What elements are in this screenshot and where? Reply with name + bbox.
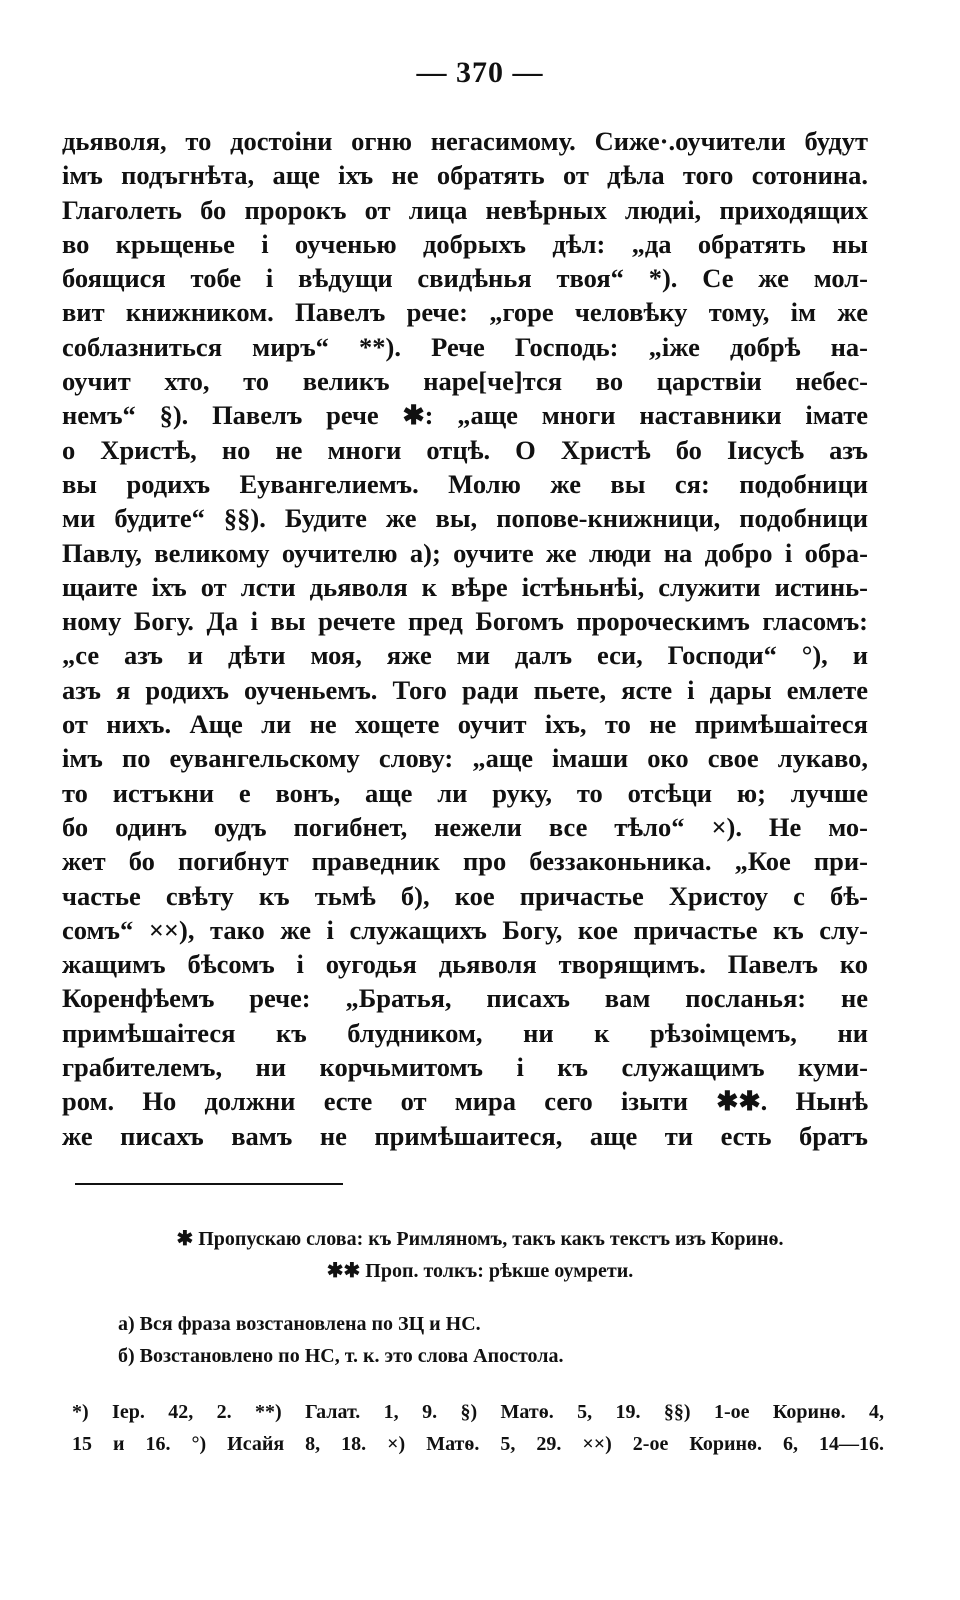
footnote: ✱ Пропускаю слова: къ Римляномъ, такъ какъ текстъ изъ Коринѳ. (176, 1228, 784, 1250)
text-line: о Христѣ, но не многи отцѣ. О Христѣ бо Іисусѣ азъ (62, 434, 868, 465)
text-line: ром. Но должни есте от мира сего ізыти ✱✱. Нынѣ (62, 1086, 868, 1117)
page-number: — 370 — (416, 56, 544, 89)
text-line: то истъкни е вонъ, аще ли руку, то отсѣци ю; лучше (62, 777, 868, 808)
footnote: ✱✱ Проп. толкъ: рѣкше оумрети. (326, 1260, 634, 1282)
reference-line: *) Іер. 42, 2. **) Галат. 1, 9. §) Матѳ. 5, 19. §§) 1-ое Коринѳ. 4, (72, 1401, 884, 1423)
letter-footnotes (118, 1308, 878, 1372)
text-line: жащимъ бѣсомъ і оугодья дьяволя творящимъ. Павелъ ко (62, 949, 868, 980)
text-line: боящися тобе і вѣдущи свидѣнья твоя“ *). Се же мол- (62, 263, 868, 294)
text-line: вит книжником. Павелъ рече: „горе человѣку тому, ім же (62, 297, 868, 328)
text-line: жет бо погибнут праведник про беззаконьника. „Кое при- (62, 846, 868, 877)
text-line: Глаголеть бо пророкъ от лица невѣрных людиі, приходящих (62, 194, 868, 225)
footnote-divider (75, 1183, 343, 1185)
text-line: ми будите“ §§). Будите же вы, попове-книжници, подобници (62, 503, 868, 534)
text-line: во крьщенье і оученью добрыхъ дѣл: „да обратять ны (62, 228, 868, 259)
text-line: імъ по еувангельскому слову: „аще імаши око свое лукаво, (62, 743, 868, 774)
text-line: „се азъ и дѣти моя, яже ми далъ еси, Господи“ °), и (62, 640, 868, 671)
text-line: грабителемъ, ни корчьмитомъ і къ служащимъ куми- (62, 1052, 868, 1083)
scripture-references (72, 1396, 884, 1460)
text-line: дьяволя, то достоіни огню негасимому. Сиже·.оучители будут (62, 126, 868, 156)
main-text (62, 124, 868, 1153)
text-line: примѣшаітеся къ блудником, ни к рѣзоімцемъ, ни (62, 1017, 868, 1048)
text-line: сомъ“ ××), тако же і служащихъ Богу, кое причастье къ слу- (62, 914, 868, 945)
text-line: от нихъ. Аще ли не хощете оучит іхъ, то не примѣшаітеся (62, 709, 868, 740)
asterisk-footnotes (0, 1223, 960, 1287)
text-line: соблазниться миръ“ **). Рече Господь: „іже добрѣ на- (62, 331, 868, 362)
text-line: азъ я родихъ оученьемъ. Того ради пьете, ясте і дары емлете (62, 674, 868, 705)
text-line: немъ“ §). Павелъ рече ✱: „аще многи наставники імате (62, 400, 868, 431)
text-line: оучит хто, то великъ наре[че]тся во царствіи небес- (62, 366, 868, 397)
text-line: імъ подъгнѣта, аще іхъ не обратять от дѣла того сотонина. (62, 160, 868, 191)
reference-line: 15 и 16. °) Исайя 8, 18. ×) Матѳ. 5, 29. ××) 2-ое Коринѳ. 6, 14—16. (72, 1433, 884, 1455)
footnote: б) Возстановлено по НС, т. к. это слова Апостола. (118, 1345, 564, 1367)
text-line: вы родихъ Еувангелиемъ. Молю же вы ся: подобници (62, 468, 868, 499)
text-line: частье свѣту къ тьмѣ б), кое причастье Христоу с бѣ- (62, 880, 868, 911)
text-line: Павлу, великому оучителю а); оучите же люди на добро і обра- (62, 537, 868, 568)
text-line: Коренфѣемъ рече: „Братья, писахъ вам посланья: не (62, 983, 868, 1014)
text-line: же писахъ вамъ не примѣшаитеся, аще ти есть братъ (62, 1120, 868, 1151)
text-line: ному Богу. Да і вы речете пред Богомъ пророческимъ гласомъ: (62, 606, 868, 637)
text-line: бо одинъ оудъ погибнет, нежели все тѣло“ ×). Не мо- (62, 811, 868, 842)
text-line: щаите іхъ от лсти дьяволя к вѣре істѣньнѣі, служити истинь- (62, 571, 868, 602)
footnote: а) Вся фраза возстановлена по ЗЦ и НС. (118, 1313, 481, 1335)
